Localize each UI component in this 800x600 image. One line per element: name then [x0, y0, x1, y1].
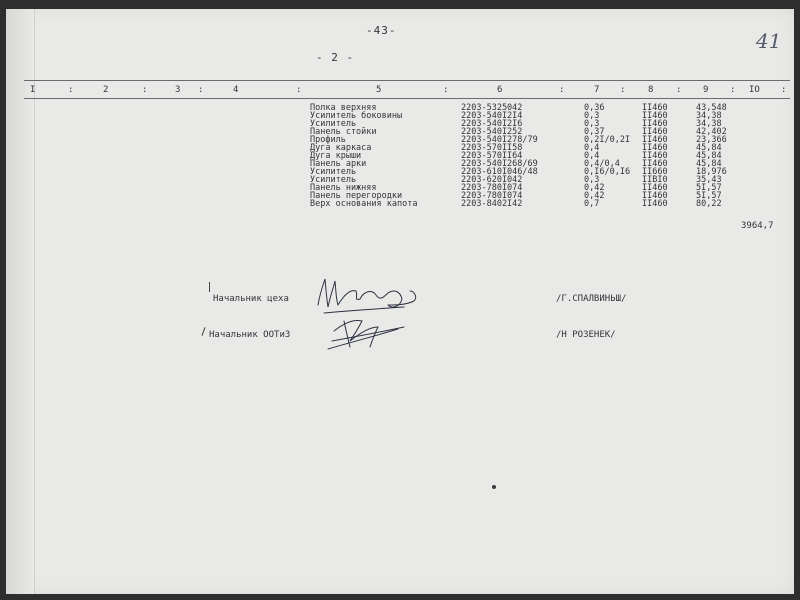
part-value-3: 5I,57	[696, 191, 722, 201]
punch-mark	[492, 485, 496, 489]
signature-title-1: Начальник цеха	[213, 294, 289, 304]
column-header-5: 5	[376, 85, 382, 95]
page-number: -43-	[366, 24, 397, 37]
column-header-6: 6	[497, 85, 503, 95]
signature-name-1: /Г.СПАЛВИНЬШ/	[556, 294, 627, 304]
part-value-2: II460	[642, 199, 668, 209]
sheet-number: - 2 -	[316, 51, 355, 64]
part-name: Усилитель боковины	[310, 111, 403, 121]
signature-title-2: Начальник ООТиЗ	[209, 330, 291, 340]
part-name: Усилитель	[310, 167, 357, 177]
column-separator: :	[730, 85, 736, 95]
part-value-2: II460	[642, 119, 668, 129]
part-value-2: II460	[642, 183, 668, 193]
column-header-2: 2	[103, 85, 109, 95]
part-name: Усилитель	[310, 175, 357, 185]
signature-name-2: /Н РОЗЕНЕК/	[556, 330, 616, 340]
part-value-3: 18,976	[696, 167, 727, 177]
part-value-3: 42,402	[696, 127, 727, 137]
column-separator: :	[559, 85, 565, 95]
column-separator: :	[68, 85, 74, 95]
part-value-2: II460	[642, 159, 668, 169]
part-name: Профиль	[310, 135, 346, 145]
part-code: 2203-540I2I6	[461, 119, 523, 129]
part-value-3: 35,43	[696, 175, 722, 185]
table-row	[6, 128, 794, 136]
margin-tick-mark	[201, 327, 205, 336]
column-separator: :	[620, 85, 626, 95]
column-separator: :	[142, 85, 148, 95]
part-value-2: II460	[642, 135, 668, 145]
column-separator: :	[781, 85, 787, 95]
part-value-3: 45,84	[696, 143, 722, 153]
part-code: 2203-540I252	[461, 127, 523, 137]
column-header-4: 4	[233, 85, 239, 95]
part-value-1: 0,4	[584, 143, 600, 153]
part-name: Усилитель	[310, 119, 357, 129]
part-code: 2203-780I074	[461, 191, 523, 201]
part-name: Дуга каркаса	[310, 143, 372, 153]
column-separator: :	[443, 85, 449, 95]
part-code: 2203-540I278/79	[461, 135, 538, 145]
table-row	[6, 152, 794, 160]
margin-tick-mark	[209, 282, 210, 292]
part-value-1: 0,36	[584, 103, 605, 113]
part-value-2: II460	[642, 127, 668, 137]
part-code: 2203-540I268/69	[461, 159, 538, 169]
part-value-1: 0,I6/0,I6	[584, 167, 631, 177]
part-code: 2203-620I042	[461, 175, 523, 185]
table-row	[6, 120, 794, 128]
part-value-2: II460	[642, 103, 668, 113]
part-value-1: 0,2I/0,2I	[584, 135, 631, 145]
table-row	[6, 136, 794, 144]
column-separator: :	[676, 85, 682, 95]
part-value-2: II460	[642, 191, 668, 201]
part-value-1: 0,4/0,4	[584, 159, 620, 169]
part-name: Полка верхняя	[310, 103, 377, 113]
part-value-1: 0,37	[584, 127, 605, 137]
part-value-3: 34,38	[696, 119, 722, 129]
part-value-1: 0,42	[584, 191, 605, 201]
column-header-8: 8	[648, 85, 654, 95]
column-header-10: IO	[749, 85, 760, 95]
header-bottom-rule	[24, 98, 790, 99]
part-code: 2203-780I074	[461, 183, 523, 193]
part-name: Панель перегородки	[310, 191, 403, 201]
table-row	[6, 168, 794, 176]
column-separator: :	[198, 85, 204, 95]
part-value-2: II460	[642, 151, 668, 161]
part-value-3: 45,84	[696, 159, 722, 169]
table-row	[6, 160, 794, 168]
handwritten-page-number: 41	[756, 29, 782, 53]
part-code: 2203-540I2I4	[461, 111, 523, 121]
part-name: Верх основания капота	[310, 199, 418, 209]
part-value-1: 0,4	[584, 151, 600, 161]
part-value-1: 0,3	[584, 175, 600, 185]
part-name: Панель нижняя	[310, 183, 377, 193]
handwritten-signature	[314, 271, 424, 356]
table-row	[6, 176, 794, 184]
part-value-1: 0,3	[584, 111, 600, 121]
column-header-3: 3	[175, 85, 181, 95]
part-name: Панель стойки	[310, 127, 377, 137]
part-value-2: II460	[642, 111, 668, 121]
header-top-rule	[24, 80, 790, 81]
column-separator: :	[296, 85, 302, 95]
column-header-7: 7	[594, 85, 600, 95]
part-code: 2203-570II58	[461, 143, 523, 153]
part-value-3: 80,22	[696, 199, 722, 209]
part-value-3: 43,548	[696, 103, 727, 113]
part-value-1: 0,3	[584, 119, 600, 129]
part-value-1: 0,7	[584, 199, 600, 209]
column-header-9: 9	[703, 85, 709, 95]
document-page	[6, 9, 794, 594]
part-value-1: 0,42	[584, 183, 605, 193]
part-code: 2203-610I046/48	[461, 167, 538, 177]
part-name: Дуга крыши	[310, 151, 362, 161]
page-edge-strip	[6, 9, 35, 594]
part-code: 2203-8402I42	[461, 199, 523, 209]
part-value-3: 45,84	[696, 151, 722, 161]
part-value-3: 34,38	[696, 111, 722, 121]
part-value-2: II660	[642, 167, 668, 177]
table-row	[6, 144, 794, 152]
part-value-3: 23,366	[696, 135, 727, 145]
part-value-3: 5I,57	[696, 183, 722, 193]
part-code: 2203-5325042	[461, 103, 523, 113]
part-value-2: IIBI0	[642, 175, 668, 185]
part-code: 2203-570II64	[461, 151, 523, 161]
column-header-1: I	[30, 85, 36, 95]
total-sum: 3964,7	[741, 221, 774, 231]
table-row	[6, 200, 794, 208]
part-name: Панель арки	[310, 159, 367, 169]
table-row	[6, 112, 794, 120]
part-value-2: II460	[642, 143, 668, 153]
